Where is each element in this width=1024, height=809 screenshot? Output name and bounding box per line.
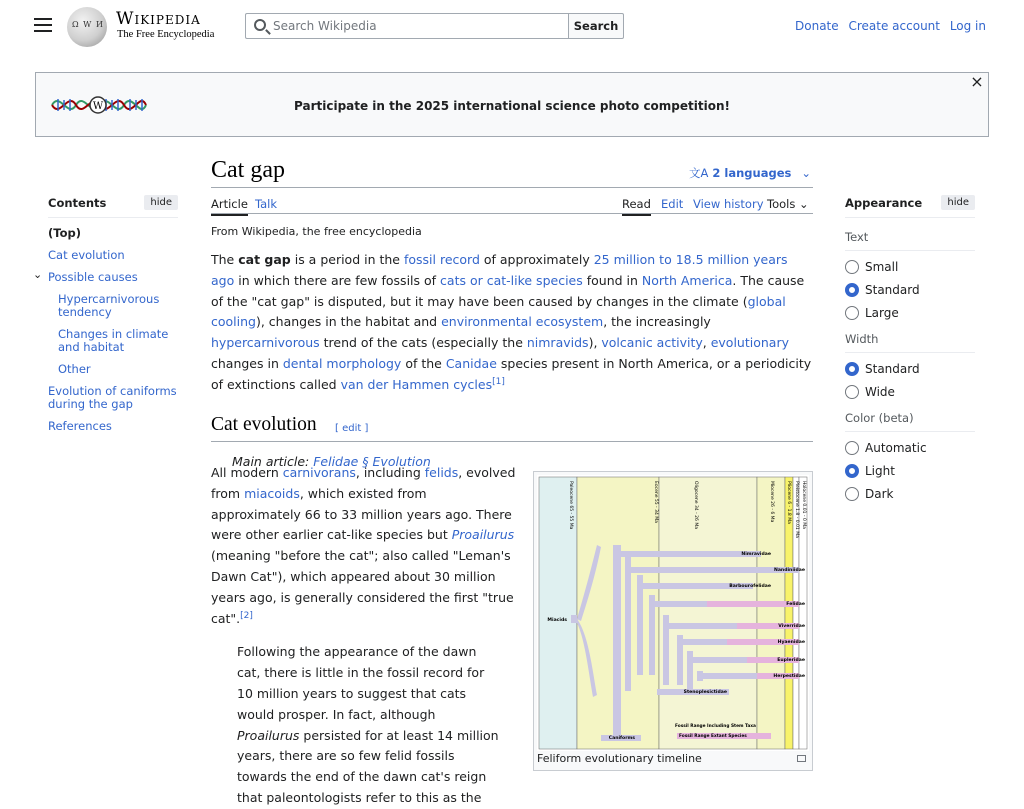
legend-label: Fossil Range Including Stem Taxa [675,724,756,729]
appearance-panel [845,195,975,501]
radio-option-small[interactable] [845,260,975,274]
link[interactable]: carnivorans [282,465,356,480]
search-button[interactable]: Search [568,13,624,39]
radio-option-large[interactable] [845,306,975,320]
link[interactable]: cats or cat-like species [440,272,583,288]
appearance-group-label: Width [845,332,975,353]
link[interactable]: van der Hammen cycles [340,376,493,392]
appearance-hide-button[interactable]: hide [941,195,975,210]
radio-label: Automatic [865,441,927,455]
link[interactable]: fossil record [403,252,480,267]
log-in-link[interactable]: Log in [949,19,986,33]
appearance-title: Appearance [845,195,923,210]
toc-item-other[interactable]: Other [58,362,91,376]
hatnote: Main article: Felidae § Evolution [232,453,431,469]
radio-button[interactable] [845,362,859,376]
epoch-label: Paleocene 65 - 55 Ma [568,481,573,530]
radio-button[interactable] [845,306,859,320]
page-title: Cat gap [211,157,285,183]
wikipedia-globe-logo[interactable] [67,7,107,47]
taxon-label: Herpestidae [773,674,805,679]
article-content [211,155,813,805]
site-tagline: The Free Encyclopedia [117,29,215,40]
toc-item-hypercarnivorous[interactable]: Hypercarnivorous tendency [58,292,160,319]
from-wikipedia-tagline: From Wikipedia, the free encyclopedia [211,225,422,238]
toc-item-climate-habitat[interactable]: Changes in climate and habitat [58,327,169,354]
chevron-down-icon[interactable]: ⌄ [33,268,43,281]
toc-item-label: Possible causes [48,270,138,284]
radio-button[interactable] [845,283,859,297]
banner-logo-letter: W [92,101,104,112]
tools-label: Tools [767,197,796,211]
main-menu-icon[interactable] [34,18,52,34]
donate-link[interactable]: Donate [795,19,839,33]
wordmark[interactable]: Wikipedia [116,9,201,29]
languages-button[interactable] [689,165,811,181]
appearance-group-label: Color (beta) [845,411,975,432]
link[interactable]: evolutionary [710,335,789,351]
tools-menu[interactable] [767,197,809,211]
radio-label: Dark [865,487,894,501]
radio-label: Wide [865,385,895,399]
site-notice-banner [35,72,989,137]
chevron-down-icon: ⌄ [801,166,811,180]
toc-title: Contents [48,195,107,210]
section-body [211,463,516,809]
radio-label: Small [865,260,899,274]
radio-label: Standard [865,362,920,376]
taxon-label: Felidae [786,602,805,607]
reference-link[interactable]: [1] [492,376,505,387]
search-input[interactable] [273,17,563,35]
radio-option-automatic[interactable] [845,441,975,455]
link[interactable]: Canidae [445,355,497,371]
section-edit-link[interactable]: [ edit ] [335,422,369,434]
taxon-label: Hyaenidae [777,640,805,645]
toc-hide-button[interactable]: hide [144,195,178,210]
taxon-label: Miacids [547,618,567,623]
radio-label: Large [865,306,899,320]
chevron-down-icon: ⌄ [799,197,809,211]
tab-article[interactable]: Article [211,197,248,216]
toc-item-top[interactable]: (Top) [48,226,81,240]
create-account-link[interactable]: Create account [848,19,940,33]
close-icon[interactable]: × [970,72,984,91]
languages-label: 2 languages [712,166,792,180]
radio-label: Light [865,464,895,478]
link[interactable]: Proailurus [451,527,515,543]
taxon-label: Caniforms [608,736,635,741]
link[interactable]: felids [424,465,459,480]
taxon-label: Barbourofelidae [729,584,771,589]
epoch-label: Oligocene 34 - 26 Ma [693,481,698,529]
radio-option-light[interactable] [845,464,975,478]
block-quote: Following the appearance of the dawn cat, there is little in the fossil record for 10 million years to suggest that cats would prosper. In fact, although Proailurus persisted for at least 14 million years, there are so few felid fossils towards the end of the dawn cat's reign that paleontologists refer to this as the [237,644,499,805]
toc-item-references[interactable]: References [48,419,112,433]
radio-button[interactable] [845,260,859,274]
appearance-group-label: Text [845,230,975,251]
main-article-link[interactable]: Felidae § Evolution [313,453,431,469]
radio-option-standard[interactable] [845,283,975,297]
feliform-timeline-figure[interactable] [533,471,813,771]
toc-item-possible-causes[interactable] [33,268,183,284]
tab-edit[interactable]: Edit [661,197,684,211]
radio-option-wide[interactable] [845,385,975,399]
epoch-label: Eocene 55 - 34 Ma [653,481,658,523]
link[interactable]: global cooling [211,293,786,330]
section-heading: Cat evolution [211,413,317,435]
link[interactable]: nimravids [526,335,589,351]
search-icon [254,19,266,31]
legend-label: Fossil Range Extant Species [679,734,747,739]
epoch-label: Miocene 26 - 6 Ma [769,481,774,523]
figure-caption: Feliform evolutionary timeline [537,752,702,765]
taxon-label: Nandiniidae [773,568,805,573]
link[interactable]: dental morphology [282,355,402,371]
toc-item-caniforms[interactable]: Evolution of caniforms during the gap [48,384,177,411]
radio-button[interactable] [845,464,859,478]
radio-button[interactable] [845,487,859,501]
radio-button[interactable] [845,441,859,455]
radio-option-standard[interactable] [845,362,975,376]
taxon-label: Eupleridae [777,658,805,663]
tab-talk[interactable]: Talk [255,197,278,211]
translate-icon: 文A [689,166,709,180]
tab-read[interactable]: Read [622,197,651,216]
banner-message[interactable]: Participate in the 2025 international science photo competition! [294,99,730,113]
enlarge-icon[interactable] [797,755,806,762]
reference-link[interactable]: [2] [240,610,253,621]
user-links [789,19,986,33]
link[interactable]: environmental ecosystem [441,314,604,330]
epoch-label: Pleistocene 1.8 - 0.01 Ma [794,481,799,538]
link[interactable]: hypercarnivorous [211,335,320,351]
radio-option-dark[interactable] [845,487,975,501]
intro-paragraph: The cat gap is a period in the fossil record of approximately 25 million to 18.5 million years ago in which there are few fossils of cats or cat-like species found in North America. The cause of the "cat gap" is disputed, but it may have been caused by changes in the climate (global cooling), changes in the habitat and environmental ecosystem, the increasingly hypercarnivorous trend of the cats (especially the nimravids), volcanic activity, evolutionary changes in dental morphology of the Canidae species present in North America, or a periodicity of extinctions called van der Hammen cycles[1] [211,252,812,392]
link[interactable]: North America [641,272,733,288]
toc-item-cat-evolution[interactable]: Cat evolution [48,248,125,262]
site-header [0,0,1024,56]
epoch-label: Holocene 0.01 - 0 Ma [801,481,806,529]
table-of-contents [33,195,183,442]
link[interactable]: miacoids [244,485,300,501]
feliform-timeline-image[interactable] [537,475,809,751]
radio-button[interactable] [845,385,859,399]
taxon-label: Nimravidae [741,552,771,557]
taxon-label: Stenoplesictidae [683,690,727,695]
epoch-label: Pliocene 6 - 1.8 Ma [786,481,791,524]
tab-view-history[interactable]: View history [693,197,764,211]
link[interactable]: 25 million to 18.5 million years ago [211,252,788,288]
paragraph: All modern carnivorans, including felids, evolved from miacoids, which existed from approximately 66 to 33 million years ago. There were other earlier cat-like species but Proailurus (meaning "before the cat"; also called "Leman's Dawn Cat"), which appeared about 30 million years ago, is generally considered the first "true cat".[2] [211,465,516,626]
radio-label: Standard [865,283,920,297]
search-box [245,13,569,39]
link[interactable]: volcanic activity [601,335,703,351]
taxon-label: Viverridae [778,624,805,629]
